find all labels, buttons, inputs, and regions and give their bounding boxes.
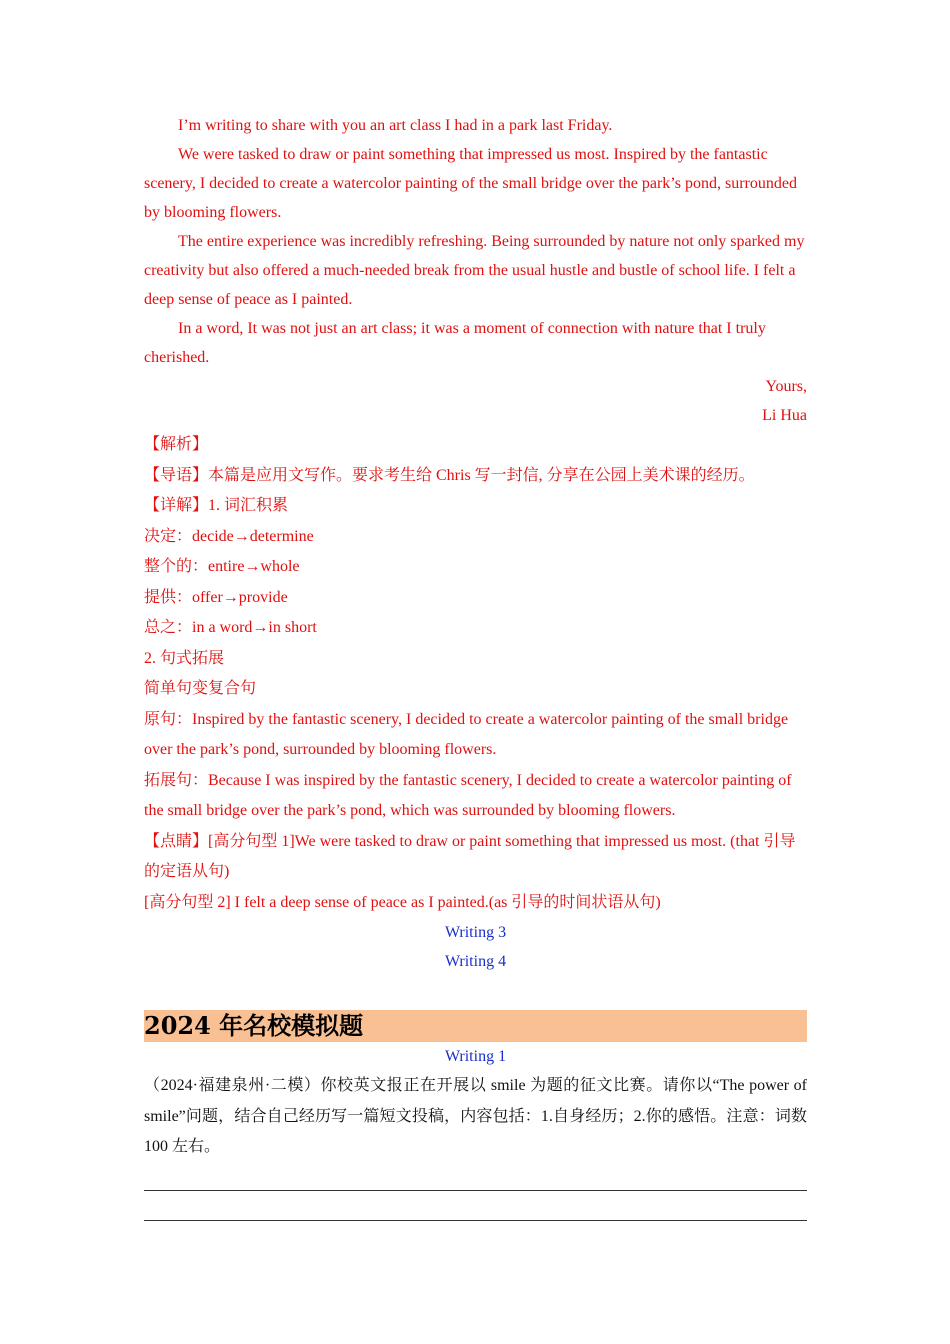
letter-paragraph-2: We were tasked to draw or paint something that impressed us most. Inspired by the fantastic scenery, I decided to create a watercolor painting of the small bridge over the park’s pond, surrounded by blooming flowers. (144, 146, 797, 221)
sentence-expansion-subtitle: 简单句变复合句 (144, 680, 257, 697)
vocab-item: 决定：decide→determine (144, 527, 314, 545)
writing-task-prompt: （2024·福建泉州·二模）你校英文报正在开展以 smile 为题的征文比赛。请你以“The power of smile”问题，结合自己经历写一篇短文投稿，内容包括：1.自身经历；2.你的感悟。注意：词数 100 左右。 (144, 1077, 807, 1155)
original-sentence: 原句：Inspired by the fantastic scenery, I decided to create a watercolor painting of the small bridge over the park’s pond, surrounded by blooming flowers. (144, 710, 789, 758)
writing-1-link[interactable]: Writing 1 (444, 1048, 507, 1065)
highlight-sentence-2: [高分句型 2] I felt a deep sense of peace as I painted.(as 引导的时间状语从句) (144, 893, 661, 911)
analysis-label: 【解析】 (144, 436, 209, 453)
writing-4-link[interactable]: Writing 4 (444, 953, 507, 970)
analysis-guide: 【导语】本篇是应用文写作。要求考生给 Chris 写一封信, 分享在公园上美术课的经历。 (144, 466, 755, 484)
vocab-item: 整个的：entire→whole (144, 558, 300, 575)
answer-line (144, 1189, 807, 1191)
letter-paragraph-1: I’m writing to share with you an art class I had in a park last Friday. (178, 117, 613, 134)
vocab-item: 提供：offer→provide (144, 588, 288, 606)
expanded-sentence: 拓展句：Because I was inspired by the fantastic scenery, I decided to create a watercolor painting of the small bridge over the park’s pond, which was surrounded by blooming flowers. (144, 771, 792, 819)
writing-3-link[interactable]: Writing 3 (444, 924, 507, 941)
analysis-detail: 【详解】1. 词汇积累 (144, 497, 289, 514)
letter-signature: Li Hua (762, 407, 807, 424)
answer-line (144, 1219, 807, 1221)
letter-paragraph-4: In a word, It was not just an art class; it was a moment of connection with nature that I truly cherished. (144, 320, 766, 366)
vocab-item: 总之：in a word→in short (144, 619, 317, 636)
highlight-sentence-1: 【点睛】[高分句型 1]We were tasked to draw or paint something that impressed us most. (that 引导的定语从句) (144, 832, 796, 880)
document-content (144, 111, 807, 1221)
letter-closing: Yours, (765, 378, 807, 395)
letter-paragraph-3: The entire experience was incredibly refreshing. Being surrounded by nature not only sparked my creativity but also offered a much-needed break from the usual hustle and bustle of school life. I felt a deep sense of peace as I painted. (144, 233, 805, 308)
section-heading: 2024 年名校模拟题 (144, 1010, 807, 1042)
sentence-expansion-title: 2. 句式拓展 (144, 649, 225, 667)
